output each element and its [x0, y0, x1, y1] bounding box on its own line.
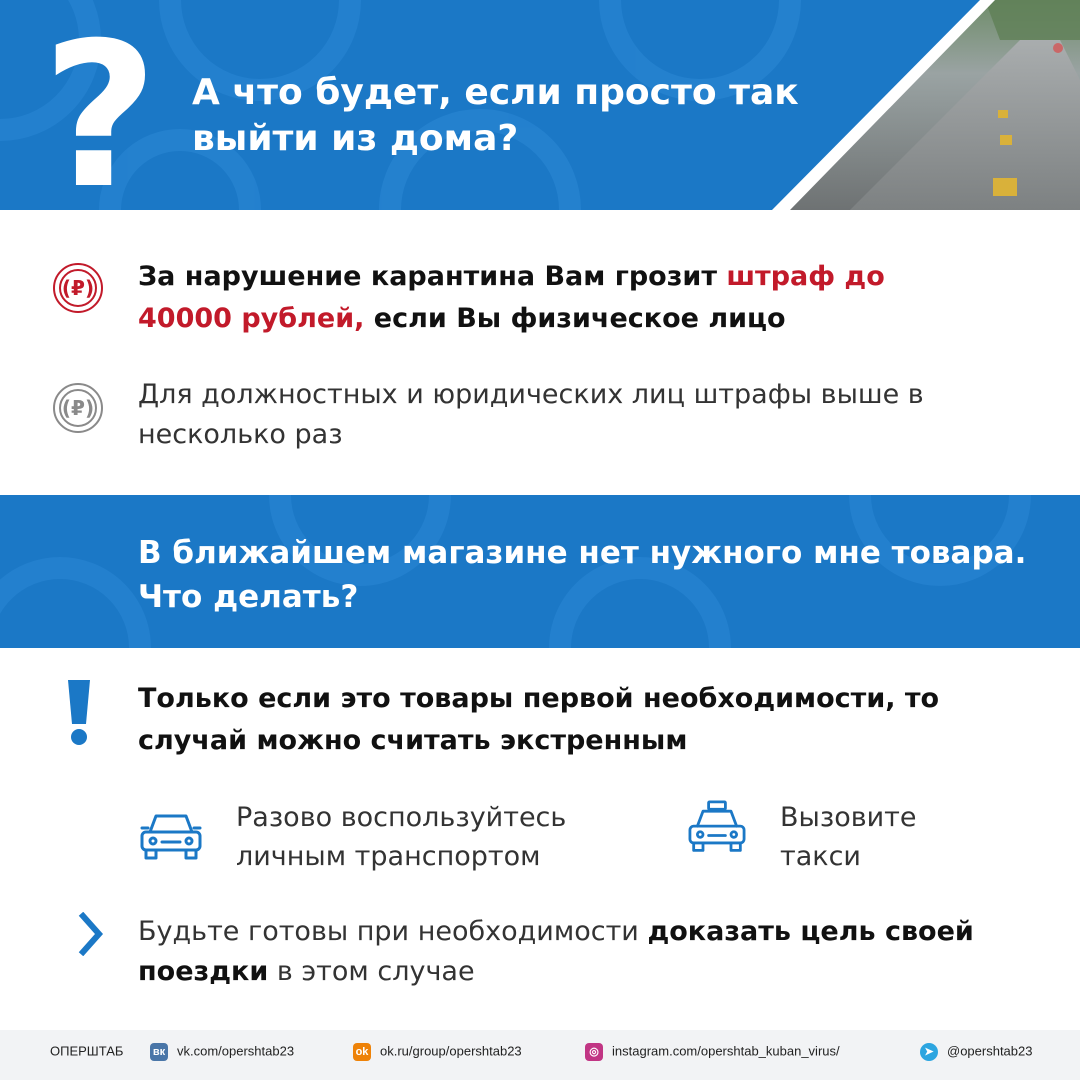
- footer-telegram-link[interactable]: [920, 1041, 1032, 1061]
- fine-text-after: если Вы физическое лицо: [364, 303, 786, 334]
- header-banner: [0, 0, 1080, 210]
- footer-brand-label: ОПЕРШТАБ: [50, 1043, 124, 1059]
- footer-telegram-label: @opershtab23: [947, 1043, 1033, 1059]
- vk-icon: вк: [150, 1043, 168, 1061]
- fine-statement: [138, 256, 958, 340]
- footer-vk-link[interactable]: [150, 1041, 294, 1061]
- footer-ok-label: ok.ru/group/opershtab23: [380, 1043, 522, 1059]
- footer-ok-link[interactable]: [353, 1041, 522, 1061]
- option-personal-transport: [236, 798, 636, 876]
- prove-text-after: в этом случае: [268, 956, 475, 987]
- option-personal-line1: Разово воспользуйтесь: [236, 802, 567, 833]
- footer-vk-label: vk.com/opershtab23: [177, 1043, 295, 1059]
- question-mark-icon: ?: [41, 0, 158, 210]
- option-taxi-line2: такси: [780, 841, 861, 872]
- header-title: А что будет, если просто так выйти из дома?: [192, 72, 799, 159]
- prove-purpose-text: [138, 912, 1038, 992]
- footer-brand: [50, 1041, 123, 1061]
- shop-question: В ближайшем магазине нет нужного мне товара. Что делать?: [138, 535, 1027, 615]
- footer-instagram-link[interactable]: [585, 1041, 840, 1061]
- fine-text-before: За нарушение карантина Вам грозит: [138, 261, 727, 292]
- ruble-coin-icon: [52, 382, 104, 434]
- essential-goods-text: Только если это товары первой необходимости, то случай можно считать экстренным: [138, 683, 940, 756]
- taxi-icon: [682, 800, 752, 856]
- prove-text-before: Будьте готовы при необходимости: [138, 916, 648, 947]
- telegram-icon: ➤: [920, 1043, 938, 1061]
- prove-text-bold: доказать цель своей поездки: [138, 916, 974, 987]
- fine-amount-highlight: штраф до 40000 рублей,: [138, 261, 885, 334]
- exclamation-icon: [64, 680, 94, 746]
- option-personal-line2: личным транспортом: [236, 841, 541, 872]
- chevron-right-icon: [78, 912, 104, 956]
- option-taxi-line1: Вызовите: [780, 802, 917, 833]
- svg-text:(₽): (₽): [61, 396, 95, 420]
- car-icon: [136, 808, 206, 864]
- instagram-icon: ◎: [585, 1043, 603, 1061]
- footer-instagram-label: instagram.com/opershtab_kuban_virus/: [612, 1043, 840, 1059]
- fine-note: Для должностных и юридических лиц штрафы выше в несколько раз: [138, 379, 924, 450]
- ruble-coin-icon: [52, 262, 104, 314]
- option-taxi: [780, 798, 1040, 876]
- ok-icon: ok: [353, 1043, 371, 1061]
- svg-text:(₽): (₽): [61, 276, 95, 300]
